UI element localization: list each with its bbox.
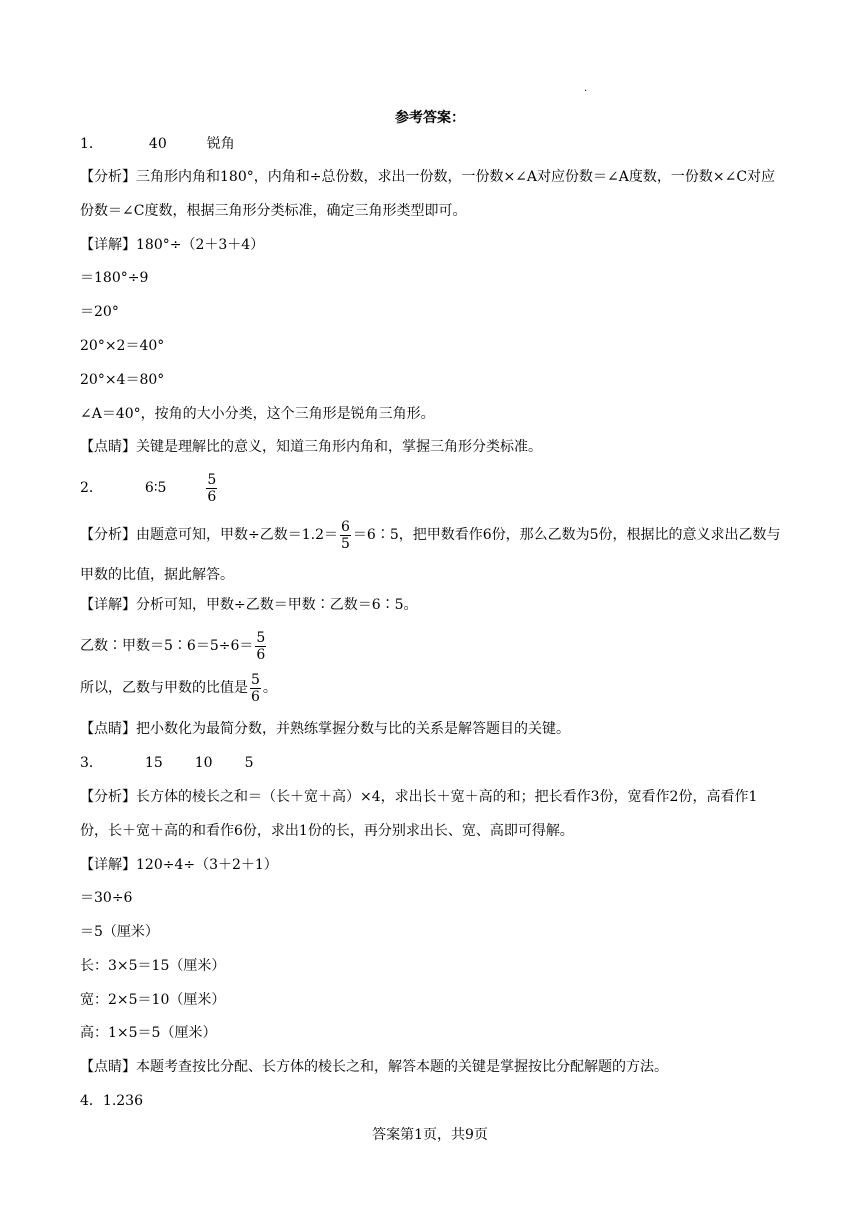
q1-step-4: 20°×4＝80° — [80, 372, 165, 388]
fraction-denominator: 5 — [341, 535, 350, 552]
fraction-denominator: 6 — [251, 688, 260, 705]
q2-step-2-end: 。 — [262, 680, 277, 696]
fraction-numerator: 5 — [207, 471, 217, 488]
fraction-numerator: 6 — [341, 518, 350, 535]
q1-answer-2: 锐角 — [206, 136, 235, 152]
q1-conclusion: ∠A＝40°，按角的大小分类，这个三角形是锐角三角形。 — [80, 406, 435, 422]
q4-answer-line — [80, 1091, 143, 1111]
q2-analysis-part-a: 【分析】由题意可知，甲数÷乙数＝1.2＝ — [80, 527, 338, 543]
q3-analysis: 【分析】长方体的棱长之和＝（长＋宽＋高）×4，求出长＋宽＋高的和；把长看作3份，宽看作2份，高看作1份，长＋宽＋高的和看作6份，求出1份的长，再分别求出长、宽、高即可得解。 — [80, 789, 758, 839]
q2-number: 2． — [80, 480, 103, 496]
fraction-numerator: 5 — [251, 671, 260, 688]
q3-step-4: 宽：2×5＝10（厘米） — [80, 992, 226, 1008]
q2-answer-2-fraction — [206, 472, 217, 505]
q2-comment: 【点睛】把小数化为最简分数，并熟练掌握分数与比的关系是解答题目的关键。 — [80, 721, 570, 737]
q3-detail: 【详解】120÷4÷（3＋2＋1） — [80, 857, 278, 873]
fraction-numerator: 5 — [256, 629, 266, 646]
header-dot: . — [584, 83, 588, 94]
q1-comment: 【点睛】关键是理解比的意义，知道三角形内角和，掌握三角形分类标准。 — [80, 439, 542, 455]
q2-step-1-fraction — [255, 630, 266, 663]
q4-number: 4． — [80, 1093, 103, 1109]
q2-step-2 — [80, 670, 277, 706]
q2-step-1 — [80, 628, 268, 664]
page-footer: 答案第1页，共9页 — [372, 1127, 488, 1143]
q3-step-1: ＝30÷6 — [80, 890, 133, 906]
q3-number: 3． — [80, 755, 103, 771]
q3-step-3: 长：3×5＝15（厘米） — [80, 958, 226, 974]
q3-step-2: ＝5（厘米） — [80, 924, 159, 940]
q2-detail: 【详解】分析可知，甲数÷乙数＝甲数∶乙数＝6∶5。 — [80, 597, 418, 613]
q1-number: 1． — [80, 136, 103, 152]
q3-step-5: 高：1×5＝5（厘米） — [80, 1025, 217, 1041]
page-title: 参考答案： — [395, 110, 465, 126]
q3-answer-1: 15 — [144, 755, 163, 771]
q1-analysis: 【分析】三角形内角和180°，内角和÷总份数，求出一份数，一份数×∠A对应份数＝∠A度数，一份数×∠C对应份数＝∠C度数，根据三角形分类标准，确定三角形类型即可。 — [80, 169, 776, 219]
q3-comment: 【点睛】本题考查按比分配、长方体的棱长之和，解答本题的关键是掌握按比分配解题的方法。 — [80, 1059, 668, 1075]
q4-answer: 1.236 — [102, 1093, 144, 1109]
q2-answer-1: 6∶5 — [144, 480, 167, 496]
q1-step-1: ＝180°÷9 — [80, 270, 149, 286]
q2-answer-line — [80, 470, 219, 506]
q2-analysis-part-b: ＝6∶5，把甲数看作6份，那么乙数为5份，根据比的意义求出乙数与甲数的比值，据此解答。 — [80, 527, 781, 583]
q1-answer-1: 40 — [148, 136, 167, 152]
q2-step-1-text: 乙数∶甲数＝5∶6＝5÷6＝ — [80, 638, 254, 654]
q2-step-2-text: 所以，乙数与甲数的比值是 — [80, 680, 248, 696]
q2-step-2-fraction — [250, 672, 261, 705]
q3-answer-line — [80, 753, 254, 773]
q3-answer-3: 5 — [244, 755, 254, 771]
q1-step-3: 20°×2＝40° — [80, 338, 165, 354]
q3-answer-2: 10 — [194, 755, 213, 771]
q1-answer-line — [80, 134, 235, 154]
fraction-denominator: 6 — [207, 488, 217, 505]
q1-detail: 【详解】180°÷（2＋3＋4） — [80, 237, 265, 253]
q2-analysis — [80, 515, 785, 595]
fraction-denominator: 6 — [256, 646, 266, 663]
q2-analysis-fraction — [340, 519, 351, 552]
q1-step-2: ＝20° — [80, 304, 119, 320]
